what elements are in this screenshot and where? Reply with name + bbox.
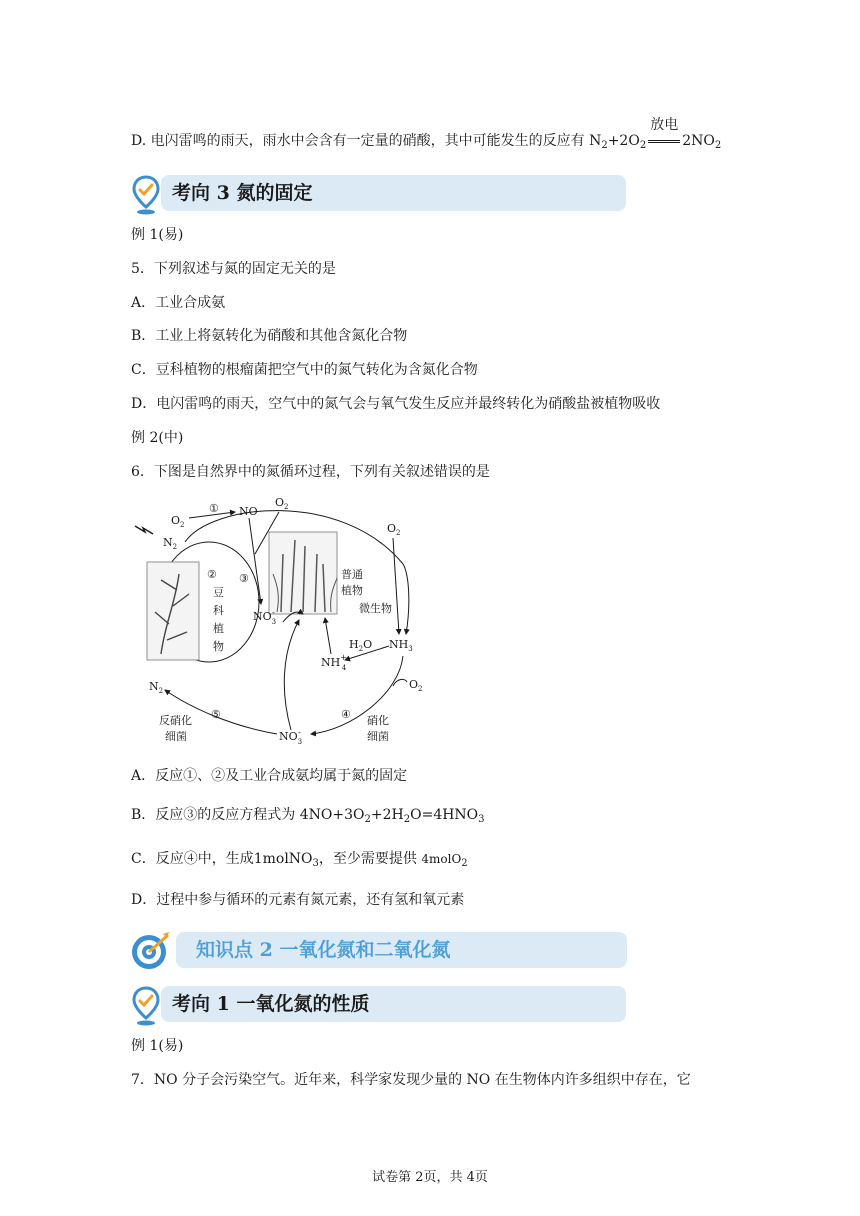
lightning-icon [135,526,153,534]
step-3: ③ [239,572,249,585]
subscript: 3 [312,858,319,869]
option-text: B．反应③的反应方程式为 [131,807,300,823]
question-stem: 5．下列叙述与氮的固定无关的是 [131,261,336,277]
option-a: A．工业合成氨 [131,295,226,311]
legume-label: 植 [213,622,224,635]
subscript: 2 [364,814,371,825]
nitrate-label: $NO_3-$ [253,608,277,626]
option-text: 2NO [682,133,715,149]
step-5: ⑤ [211,708,221,721]
option-b: B．工业上将氨转化为硝酸和其他含氮化合物 [131,328,408,344]
nitrifying-label: 硝化 [367,714,389,727]
option-text: C．反应④中，生成 [131,851,254,867]
microbe-label: 微生物 [359,602,392,615]
step-2: ② [207,568,217,581]
example-label: 例 1(易) [131,227,184,243]
location-check-icon [131,175,161,219]
subscript: 2 [639,140,647,151]
nitrogen-cycle-diagram [131,494,431,749]
option-b [131,806,485,829]
n2-label: $N_2$ [149,680,164,695]
arrow-label: 放电 [650,117,679,133]
option-d: D．过程中参与循环的元素有氮元素，还有氢和氧元素 [131,892,465,908]
section-title: 考向 1 一氧化氮的性质 [172,993,370,1015]
knowledge-title: 知识点 2 一氧化氮和二氧化氮 [196,939,451,961]
subscript: 2 [714,140,722,151]
example-label: 例 1(易) [131,1038,184,1054]
o2-label: $O_2$ [275,496,289,511]
option-text: D. 电闪雷鸣的雨天，雨水中会含有一定量的硝酸，其中可能发生的反应有 N [131,133,602,149]
subscript: 2 [601,140,608,151]
subscript: 2 [461,858,468,869]
plant-label: 植物 [341,584,363,597]
option-d: D．电闪雷鸣的雨天，空气中的氮气会与氧气发生反应并最终转化为硝酸盐被植物吸收 [131,396,661,412]
target-icon [129,930,173,978]
o2-label: $O_2$ [409,678,423,693]
nitrate-label: $NO_3-$ [279,728,303,746]
ammonia-label: $NH_3$ [389,638,413,653]
reaction-arrow [648,117,680,143]
option-c [131,850,468,873]
o2-label: $O_2$ [171,514,185,529]
equation-part: O=4HNO [410,807,479,823]
question-stem: 6．下图是自然界中的氮循环过程，下列有关叙述错误的是 [131,464,490,480]
water-label: $H_2O$ [349,638,373,653]
nitrifying-label: 细菌 [367,730,389,743]
option-c: C．豆科植物的根瘤菌把空气中的氮气转化为含氮化合物 [131,362,478,378]
n2-label: $N_2$ [163,536,178,551]
step-4: ④ [341,708,351,721]
legume-label: 物 [213,640,224,653]
step-1: ① [209,502,219,515]
location-check-icon [131,986,161,1030]
section-title: 考向 3 氮的固定 [172,182,313,204]
denitrifying-label: 反硝化 [159,714,192,727]
legume-label: 科 [213,604,224,617]
page-footer: 试卷第 2页，共 4页 [372,1170,488,1185]
formula: 4molO [421,852,462,866]
question-stem: 7．NO 分子会污染空气。近年来，科学家发现少量的 NO 在生物体内许多组织中存在，它 [131,1072,691,1088]
option-text: ，至少需要提供 [318,851,422,867]
option-text: +2O [607,133,640,149]
subscript: 2 [403,814,411,825]
example-label: 例 2(中) [131,430,184,446]
option-d-lightning [131,117,722,155]
option-a: A．反应①、②及工业合成氨均属于氮的固定 [131,768,408,784]
legume-label: 豆 [213,586,224,599]
subscript: 3 [478,814,485,825]
no-label: NO [239,505,258,518]
plant-label: 普通 [341,568,363,581]
o2-label: $O_2$ [387,522,401,537]
denitrifying-label: 细菌 [165,730,187,743]
ammonium-label: NH+ 4 [321,653,347,672]
equation-part: +2H [370,807,404,823]
formula: 1molNO [253,851,313,867]
legume-illustration [147,562,199,660]
equation-part: 4NO+3O [299,807,365,823]
